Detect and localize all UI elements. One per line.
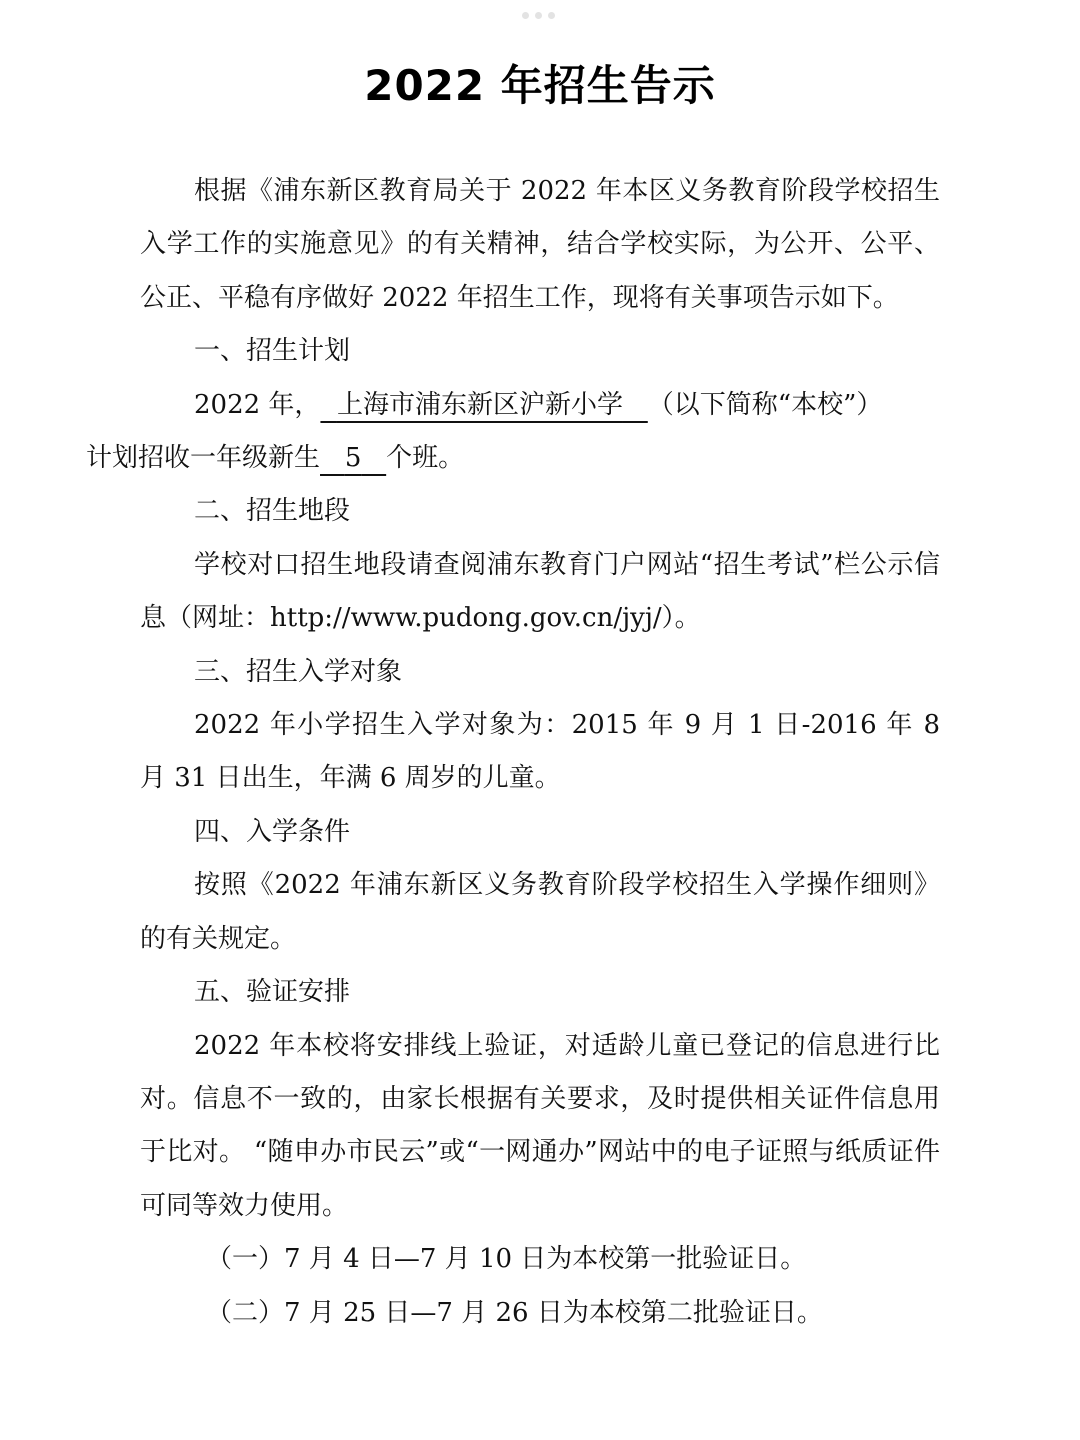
- school-alias: （以下简称“本校”）: [647, 389, 883, 420]
- zone-paragraph: 学校对口招生地段请查阅浦东教育门户网站“招生考试”栏公示信息（网址：http://www.pudong.gov.cn/jyj/）。: [140, 549, 940, 634]
- conditions-paragraph: 按照《2022 年浦东新区义务教育阶段学校招生入学操作细则》的有关规定。: [140, 870, 940, 954]
- section-heading-target: 三、招生入学对象: [194, 656, 403, 687]
- page-dot: [548, 12, 555, 19]
- class-count: 5: [344, 443, 362, 474]
- page-dot: [522, 12, 529, 19]
- page-indicator: [522, 12, 555, 19]
- plan-year: 2022 年，: [194, 389, 321, 420]
- school-name-blank: [320, 390, 647, 420]
- school-name: 上海市浦东新区沪新小学: [336, 389, 623, 420]
- page-dot: [535, 12, 542, 19]
- section-heading-conditions: 四、入学条件: [194, 816, 351, 847]
- class-count-blank: [320, 443, 386, 473]
- plan-paragraph: [86, 379, 940, 486]
- section-heading-plan: 一、招生计划: [194, 336, 351, 367]
- target-paragraph: 2022 年小学招生入学对象为：2015 年 9 月 1 日-2016 年 8 月 31 日出生，年满 6 周岁的儿童。: [140, 710, 940, 794]
- verification-paragraph: 2022 年本校将安排线上验证，对适龄儿童已登记的信息进行比对。信息不一致的，由家长根据有关要求，及时提供相关证件信息用于比对。 “随申办市民云”或“一网通办”网站中的电子证照与纸质证件可同等效力使用。: [140, 1030, 940, 1221]
- page-title: 2022 年招生告示: [364, 61, 716, 111]
- verification-batch: （二）7 月 25 日—7 月 26 日为本校第二批验证日。: [206, 1297, 823, 1328]
- document-body: [86, 165, 940, 1340]
- plan-text-end: 个班。: [386, 443, 465, 474]
- section-heading-verification: 五、验证安排: [194, 977, 351, 1008]
- verification-batch: （一）7 月 4 日—7 月 10 日为本校第一批验证日。: [206, 1244, 807, 1275]
- plan-text: 计划招收一年级新生: [86, 443, 321, 474]
- intro-paragraph: 根据《浦东新区教育局关于 2022 年本区义务教育阶段学校招生入学工作的实施意见》的有关精神，结合学校实际，为公开、公平、公正、平稳有序做好 2022 年招生工作，现将有关事项告示如下。: [140, 176, 940, 313]
- section-heading-zone: 二、招生地段: [194, 496, 351, 527]
